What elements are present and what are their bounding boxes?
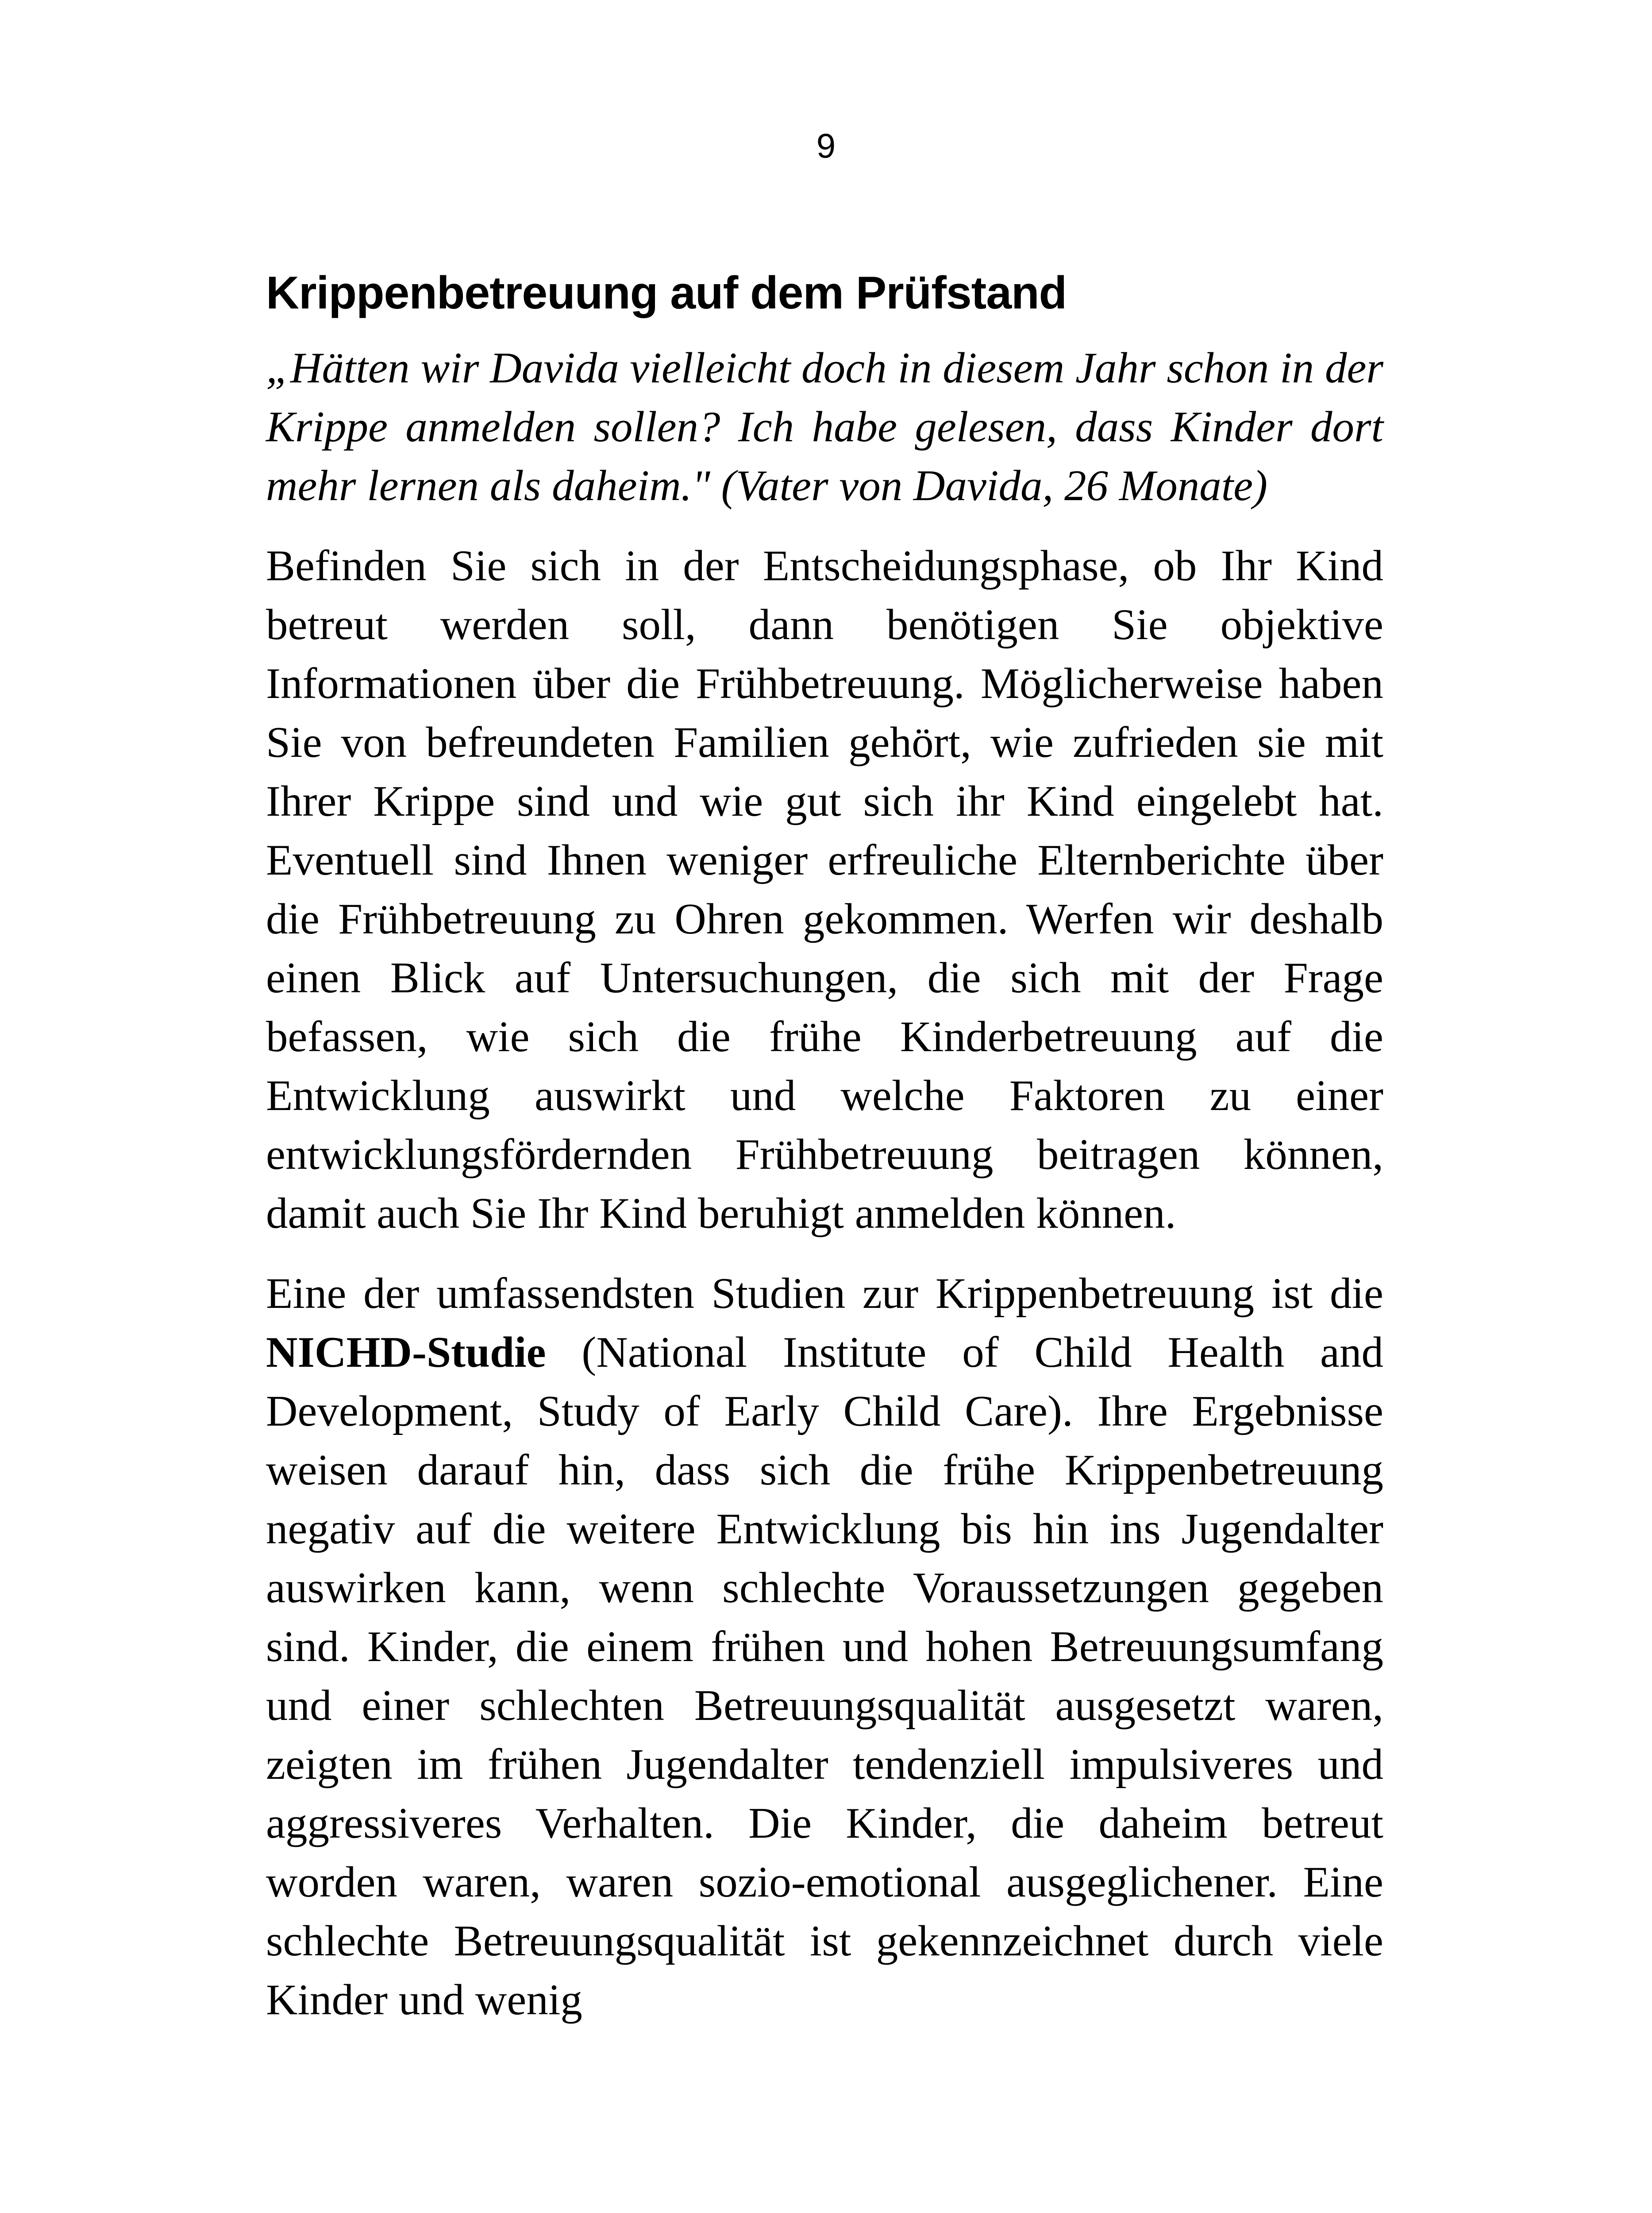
section-heading: Krippenbetreuung auf dem Prüfstand xyxy=(266,267,1067,319)
study-paragraph-rest: (National Institute of Child Health and Development, Study of Early Child Care). Ihre Ergebnisse weisen darauf hin, dass sich die frühe Krippenbetreuung negativ auf die weitere Entwicklung bis hin ins Jugendalter auswirken kann, wenn schlechte Voraussetzungen gegeben sind. Kinder, die einem frühen und hohen Betreuungsumfang und einer schlechten Betreuungsqualität ausgesetzt waren, zeigten im frühen Jugendalter tendenziell impulsiveres und aggressiveres Verhalten. Die Kinder, die daheim betreut worden waren, waren sozio-emotional ausgeglichener. Eine schlechte Betreuungsqualität ist gekennzeichnet durch viele Kinder und wenig xyxy=(266,1328,1384,2024)
study-paragraph-lead: Eine der umfassendsten Studien zur Krippenbetreuung ist die xyxy=(266,1269,1383,1318)
study-name-term: NICHD-Studie xyxy=(266,1328,546,1376)
study-paragraph xyxy=(266,1264,1383,2029)
intro-paragraph: Befinden Sie sich in der Entscheidungsphase, ob Ihr Kind betreut werden soll, dann benötigen Sie objektive Informationen über die Frühbetreuung. Möglicherweise haben Sie von befreundeten Familien gehört, wie zufrieden sie mit Ihrer Krippe sind und wie gut sich ihr Kind eingelebt hat. Eventuell sind Ihnen weniger erfreuliche Elternberichte über die Frühbetreuung zu Ohren gekommen. Werfen wir deshalb einen Blick auf Untersuchungen, die sich mit der Frage befassen, wie sich die frühe Kinderbetreuung auf die Entwicklung auswirkt und welche Faktoren zu einer entwicklungsfördernden Frühbetreuung beitragen können, damit auch Sie Ihr Kind beruhigt anmelden können. xyxy=(266,541,1383,1238)
page-number: 9 xyxy=(816,126,836,165)
parent-quote: „Hätten wir Davida vielleicht doch in diesem Jahr schon in der Krippe anmelden sollen? Ich habe gelesen, dass Kinder dort mehr lernen als daheim." (Vater von Davida, 26 Monate) xyxy=(266,343,1383,510)
page-body xyxy=(266,266,1383,2029)
